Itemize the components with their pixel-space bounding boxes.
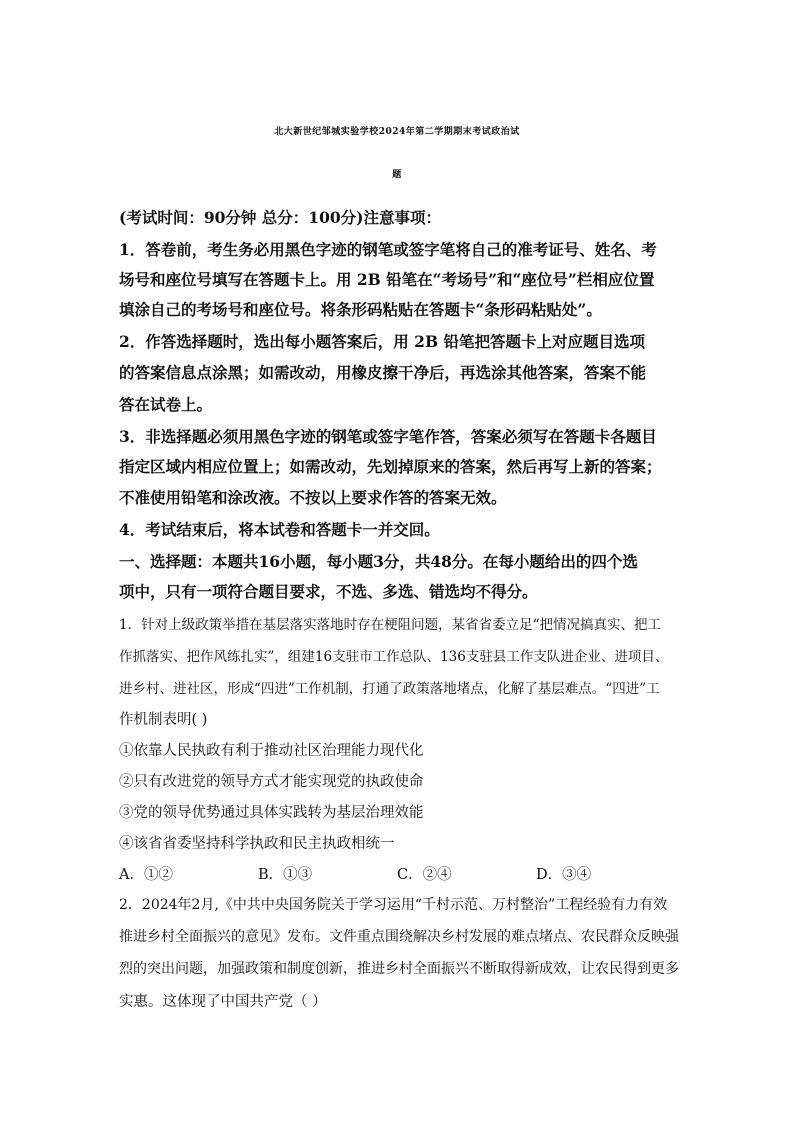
q1-statement-3: ③党的领导优势通过具体实践转为基层治理效能 (119, 805, 424, 821)
notice-item3-line3: 不准使用铅笔和涂改液。不按以上要求作答的答案无效。 (119, 488, 507, 507)
q1-option-a: A．①② (119, 867, 173, 883)
q1-stem-line2: 作抓落实、把作风练扎实”，组建16支驻市工作总队、136支驻县工作支队进企业、进项目、 (119, 649, 669, 665)
q1-stem-line3: 进乡村、进社区，形成“四进”工作机制，打通了政策落地堵点，化解了基层难点。“四进”工 (119, 681, 660, 697)
q2-stem-line1: 2．2024年2月,《中共中央国务院关于学习运用“千村示范、万村整治”工程经验有力有效 (119, 897, 668, 913)
notice-item1-line2: 场号和座位号填写在答题卡上。用 2B 铅笔在“考场号”和“座位号”栏相应位置 (119, 270, 655, 289)
notice-item1-line3: 填涂自己的考场号和座位号。将条形码粘贴在答题卡“条形码粘贴处”。 (119, 300, 602, 319)
notice-item2-line1: 2．作答选择题时，选出每小题答案后，用 2B 铅笔把答题卡上对应题目选项 (119, 332, 645, 351)
exam-title-line2: 题 (392, 170, 402, 180)
q1-option-d: D．③④ (536, 867, 592, 883)
q1-stem-line1: 1．针对上级政策举措在基层落实落地时存在梗阻问题，某省省委立足“把情况搞真实、把工 (119, 617, 661, 633)
q1-statement-4: ④该省省委坚持科学执政和民主执政相统一 (119, 836, 395, 852)
notice-item3-line1: 3．非选择题必须用黑色字迹的钢笔或签字笔作答，答案必须写在答题卡各题目 (119, 427, 657, 446)
q2-stem-line3: 烈的突出问题，加强政策和制度创新，推进乡村全面振兴不断取得新成效，让农民得到更多 (119, 961, 679, 977)
notice-item4: 4．考试结束后，将本试卷和答题卡一并交回。 (119, 520, 440, 539)
q1-stem-line4: 作机制表明( ) (119, 712, 208, 728)
notice-header: (考试时间：90分钟 总分：100分)注意事项： (119, 208, 441, 227)
notice-item2-line3: 答在试卷上。 (119, 395, 213, 414)
q1-option-c: C．②④ (397, 867, 452, 883)
notice-item2-line2: 的答案信息点涂黑；如需改动，用橡皮擦干净后，再选涂其他答案，答案不能 (119, 363, 647, 382)
q1-statement-2: ②只有改进党的领导方式才能实现党的执政使命 (119, 774, 424, 790)
q2-stem-line2: 推进乡村全面振兴的意见》发布。文件重点围绕解决乡村发展的难点堵点、农民群众反映强 (119, 929, 679, 945)
q1-option-b: B．①③ (258, 867, 313, 883)
notice-item3-line2: 指定区域内相应位置上；如需改动，先划掉原来的答案，然后再写上新的答案； (119, 457, 662, 476)
q2-stem-line4: 实惠。这体现了中国共产党（ ） (119, 994, 327, 1010)
section1-heading-line2: 项中，只有一项符合题目要求，不选、多选、错选均不得分。 (119, 582, 538, 601)
exam-title-line1: 北大新世纪邹城实验学校2024年第二学期期末考试政治试 (274, 127, 520, 137)
q1-statement-1: ①依靠人民执政有利于推动社区治理能力现代化 (119, 743, 424, 759)
section1-heading-line1: 一、选择题：本题共16小题，每小题3分，共48分。在每小题给出的四个选 (119, 552, 638, 571)
notice-item1-line1: 1．答卷前，考生务必用黑色字迹的钢笔或签字笔将自己的准考证号、姓名、考 (119, 240, 657, 259)
